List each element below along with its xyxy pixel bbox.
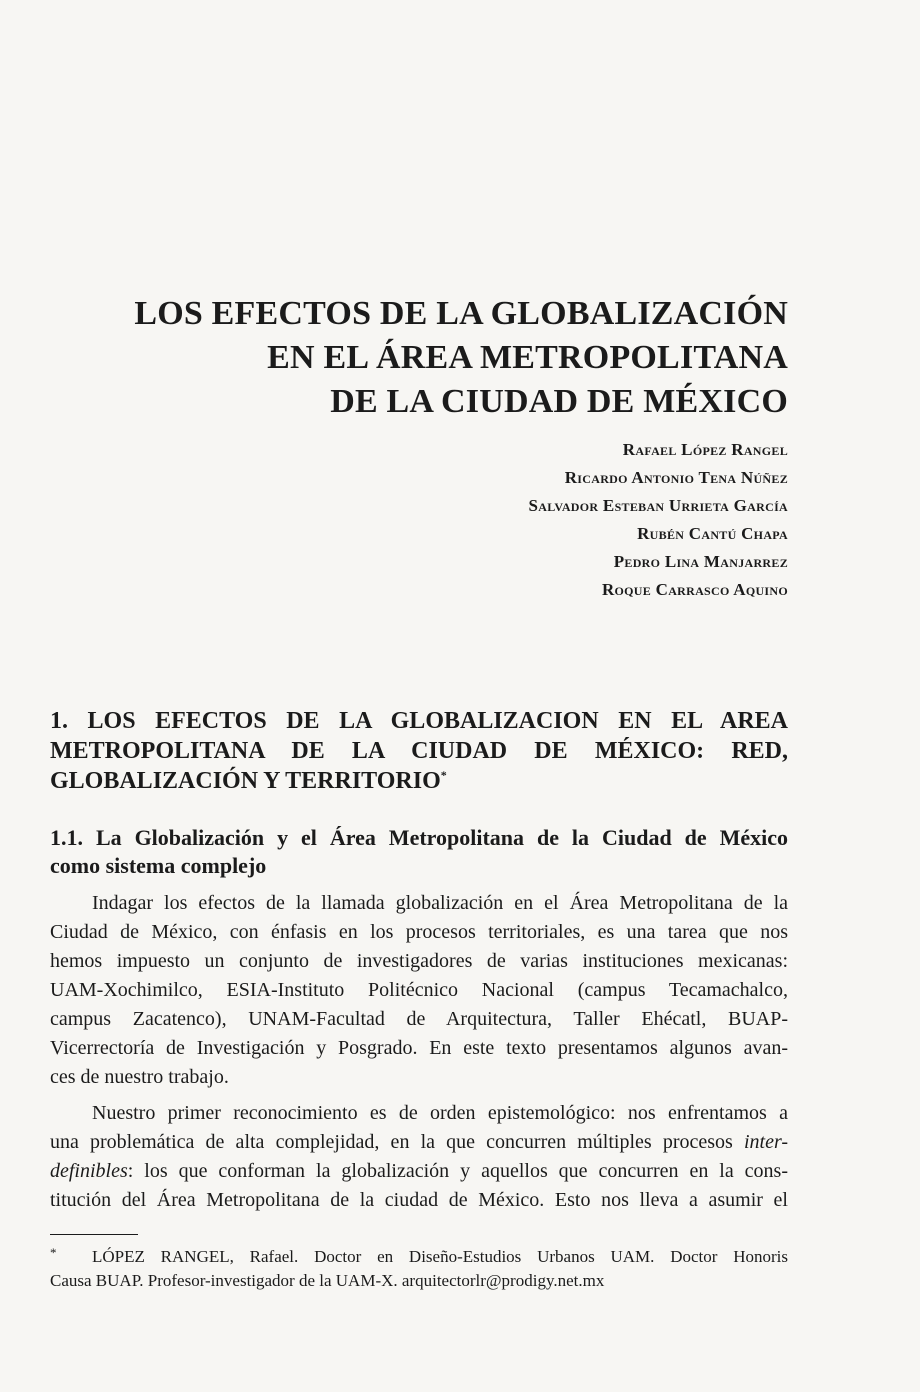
paragraph-line: Nuestro primer reconocimiento es de orden epistemológico: nos enfrentamos a — [92, 1102, 788, 1124]
text-run: : los que conforman la globalización y aquellos que concurren en la cons- — [127, 1160, 788, 1182]
section-heading-line — [50, 766, 788, 796]
footnote-line: Causa BUAP. Profesor-investigador de la UAM-X. arquitectorlr@prodigy.net.mx — [50, 1271, 605, 1290]
paragraph-spacer — [50, 1092, 788, 1099]
footnote-reference[interactable]: * — [440, 768, 447, 782]
paragraph-line: hemos impuesto un conjunto de investigadores de varias instituciones mexicanas: — [50, 950, 788, 972]
title-line: DE LA CIUDAD DE MÉXICO — [330, 383, 788, 420]
section-heading-text: GLOBALIZACIÓN Y TERRITORIO — [50, 768, 441, 794]
footnote — [50, 1245, 788, 1293]
paragraph-line: Vicerrectoría de Investigación y Posgrado. En este texto presentamos algunos avan- — [50, 1037, 788, 1059]
author-name: Pedro Lina Manjarrez — [613, 552, 788, 571]
author-name: Roque Carrasco Aquino — [601, 580, 788, 599]
author-name: Rubén Cantú Chapa — [637, 524, 788, 543]
footnote-mark: * — [50, 1245, 57, 1260]
author-name: Rafael López Rangel — [622, 440, 788, 459]
paragraph-line: titución del Área Metropolitana de la ciudad de México. Esto nos lleva a asumir el — [50, 1189, 788, 1211]
footnote-text: LÓPEZ RANGEL, Rafael. Doctor en Diseño-Estudios Urbanos UAM. Doctor Honoris — [92, 1247, 788, 1266]
italic-term: inter- — [743, 1131, 788, 1153]
author-list — [529, 436, 789, 604]
section-heading — [50, 706, 788, 796]
subsection-heading-line: como sistema complejo — [50, 853, 267, 878]
section-heading-line: 1. LOS EFECTOS DE LA GLOBALIZACION EN EL AREA — [50, 708, 788, 734]
paragraph-line — [50, 1128, 788, 1157]
chapter-title — [134, 292, 788, 424]
body-text — [50, 889, 788, 1215]
paragraph-line: Indagar los efectos de la llamada globalización en el Área Metropolitana de la — [92, 892, 788, 914]
subsection-heading-line: 1.1. La Globalización y el Área Metropolitana de la Ciudad de México — [50, 825, 788, 850]
paragraph-line: Ciudad de México, con énfasis en los procesos territoriales, es una tarea que nos — [50, 921, 788, 943]
text-run: una problemática de alta complejidad, en la que concurren múltiples procesos — [50, 1131, 744, 1153]
footnote-divider — [50, 1234, 138, 1235]
author-name: Ricardo Antonio Tena Núñez — [564, 468, 788, 487]
title-line: EN EL ÁREA METROPOLITANA — [267, 339, 788, 376]
paragraph-line — [50, 1157, 788, 1186]
subsection-heading — [50, 824, 788, 880]
italic-term: definibles — [50, 1160, 128, 1182]
section-heading-line: METROPOLITANA DE LA CIUDAD DE MÉXICO: RED, — [50, 738, 788, 764]
paragraph-line: UAM-Xochimilco, ESIA-Instituto Politécnico Nacional (campus Tecamachalco, — [50, 979, 788, 1001]
paragraph-line: campus Zacatenco), UNAM-Facultad de Arquitectura, Taller Ehécatl, BUAP- — [50, 1008, 788, 1030]
paragraph-line: ces de nuestro trabajo. — [50, 1066, 229, 1088]
title-line: LOS EFECTOS DE LA GLOBALIZACIÓN — [134, 295, 788, 332]
footnote-line — [50, 1245, 788, 1269]
author-name: Salvador Esteban Urrieta García — [528, 496, 788, 515]
